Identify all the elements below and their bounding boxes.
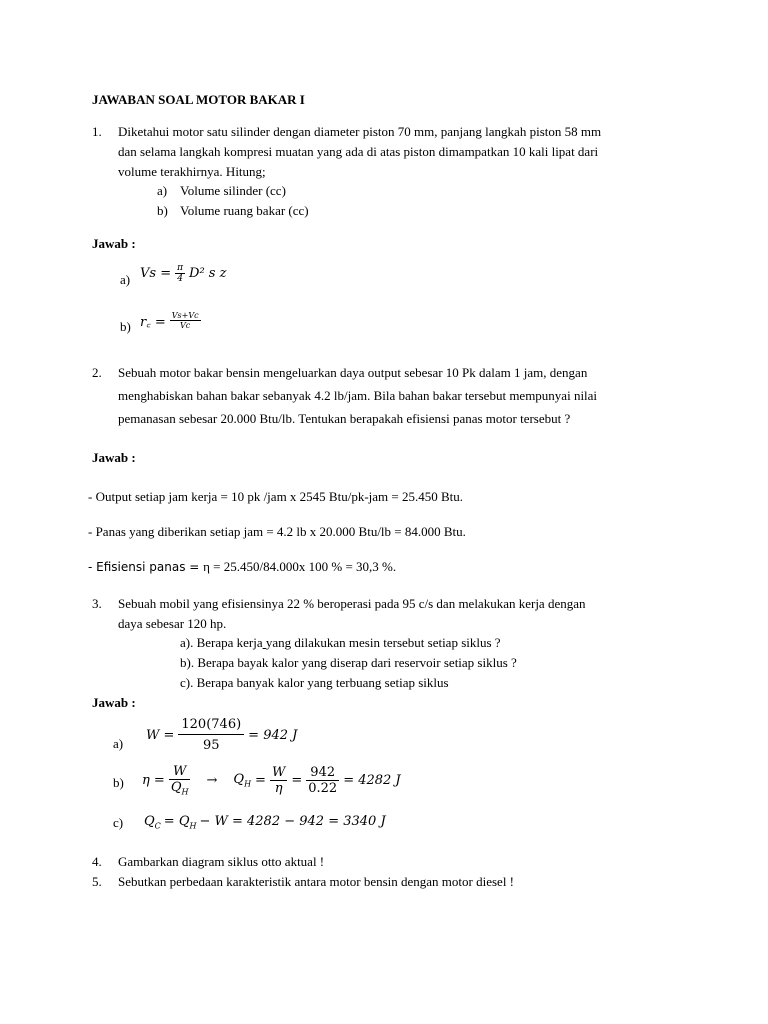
q2-number: 2. [92, 365, 102, 380]
ans3-b-fraction-1 [169, 764, 191, 797]
q1-sub-b-text: Volume ruang bakar (cc) [180, 203, 309, 218]
q2-line-3: pemanasan sebesar 20.000 Btu/lb. Tentukan berapakah efisiensi panas motor tersebut ? [118, 411, 571, 426]
jawab-1-heading: Jawab : [92, 236, 136, 251]
ans1-a-fraction [175, 263, 185, 284]
q3-line-2: daya sebesar 120 hp. [118, 616, 227, 631]
ans3-b-den3: 0.22 [308, 780, 338, 796]
ans3-c-q: Q [144, 814, 155, 829]
q1-line-1: Diketahui motor satu silinder dengan diameter piston 70 mm, panjang langkah piston 58 mm [118, 124, 602, 139]
ans3-b-den1-sub: H [181, 787, 189, 797]
ans3-a-formula [146, 717, 297, 753]
q1-sub-a-label: a) [157, 183, 168, 198]
ans3-b-num3: 942 [306, 765, 339, 781]
ans1-b-den: Vc [180, 321, 191, 330]
ans1-a-rhs: D² s z [189, 266, 227, 281]
ans3-a-label: a) [113, 736, 124, 751]
ans2-line-3 [88, 559, 396, 575]
ans3-b-formula [142, 764, 401, 797]
ans2-line-3-rest: η = 25.450/84.000x 100 % = 30,3 %. [203, 559, 397, 574]
ans1-b-fraction [170, 311, 201, 330]
ans3-a-num: 120(746) [178, 717, 244, 735]
ans3-a-fraction [178, 717, 244, 753]
ans3-b-arrow: → [206, 772, 218, 788]
ans3-b-eq: = [255, 772, 266, 788]
ans3-b-eq2: = [291, 772, 303, 788]
ans3-c-label: c) [113, 815, 124, 830]
ans3-a-lhs: W = [146, 727, 175, 743]
q3-sub-a-pre: a). Berapa kerja [180, 635, 263, 650]
ans3-c-q-sub: C [154, 821, 161, 831]
ans2-line-3-prefix: - Efisiensi panas = [88, 560, 204, 574]
ans3-a-rhs: = 942 J [248, 727, 298, 743]
q1-sub-a-text: Volume silinder (cc) [180, 183, 286, 198]
q3-line-1: Sebuah mobil yang efisiensinya 22 % beroperasi pada 95 c/s dan melakukan kerja dengan [118, 596, 586, 611]
ans3-b-rhs: = 4282 J [343, 772, 401, 788]
ans1-a-lhs: Vs = [140, 266, 172, 281]
ans1-b-num: Vs+Vc [171, 311, 199, 320]
q1-number: 1. [92, 124, 102, 139]
q4-text: Gambarkan diagram siklus otto aktual ! [118, 854, 325, 869]
ans1-b-formula [140, 311, 201, 330]
ans1-b-lhs: r꜀ = [140, 314, 166, 330]
ans1-a-num: π [177, 263, 184, 273]
ans3-a-den: 95 [203, 738, 220, 753]
q5-number: 5. [92, 874, 102, 889]
q3-number: 3. [92, 596, 102, 611]
jawab-3-heading: Jawab : [92, 695, 136, 710]
ans3-b-q: Q [233, 772, 245, 787]
q1-sub-b-label: b) [157, 203, 168, 218]
ans3-b-num2: W [271, 764, 286, 780]
ans1-b-label: b) [120, 319, 131, 334]
q3-sub-b: b). Berapa bayak kalor yang diserap dari reservoir setiap siklus ? [180, 655, 517, 670]
q3-sub-c: c). Berapa banyak kalor yang terbuang setiap siklus [180, 675, 449, 690]
page-title: JAWABAN SOAL MOTOR BAKAR I [92, 92, 305, 107]
ans3-c-eq: = Q [163, 814, 190, 829]
ans3-b-label: b) [113, 775, 124, 790]
q5-text: Sebutkan perbedaan karakteristik antara motor bensin dengan motor diesel ! [118, 874, 515, 889]
q4-number: 4. [92, 854, 102, 869]
ans3-c-formula [144, 814, 386, 831]
ans3-b-num1: W [169, 764, 191, 780]
ans1-a-label: a) [120, 272, 131, 287]
ans3-b-den2: η [274, 780, 283, 796]
ans3-b-fraction-3 [306, 765, 339, 796]
ans3-c-rhs: − W = 4282 − 942 = 3340 J [199, 814, 386, 829]
q2-line-1: Sebuah motor bakar bensin mengeluarkan daya output sebesar 10 Pk dalam 1 jam, dengan [118, 365, 588, 380]
q3-sub-a-post: yang dilakukan mesin tersebut setiap siklus ? [265, 635, 501, 650]
ans3-b-q-sub: H [244, 779, 252, 789]
ans2-line-2: - Panas yang diberikan setiap jam = 4.2 lb x 20.000 Btu/lb = 84.000 Btu. [88, 524, 466, 539]
ans2-line-1: - Output setiap jam kerja = 10 pk /jam x 2545 Btu/pk-jam = 25.450 Btu. [88, 489, 464, 504]
q2-line-2: menghabiskan bahan bakar sebanyak 4.2 lb/jam. Bila bahan bakar tersebut mempunyai nilai [118, 388, 598, 403]
ans3-c-eq-sub: H [189, 821, 197, 831]
ans3-b-lhs: η = [142, 772, 165, 788]
ans1-a-formula [140, 263, 226, 284]
ans3-b-den1: Q [170, 780, 182, 795]
jawab-2-heading: Jawab : [92, 450, 136, 465]
ans3-b-fraction-2 [270, 765, 287, 796]
ans1-a-den: 4 [177, 274, 183, 284]
q1-line-2: dan selama langkah kompresi muatan yang ada di atas piston dimampatkan 10 kali lipat dari [118, 144, 599, 159]
q1-line-3: volume terakhirnya. Hitung; [118, 164, 266, 179]
q3-sub-a [180, 635, 501, 651]
